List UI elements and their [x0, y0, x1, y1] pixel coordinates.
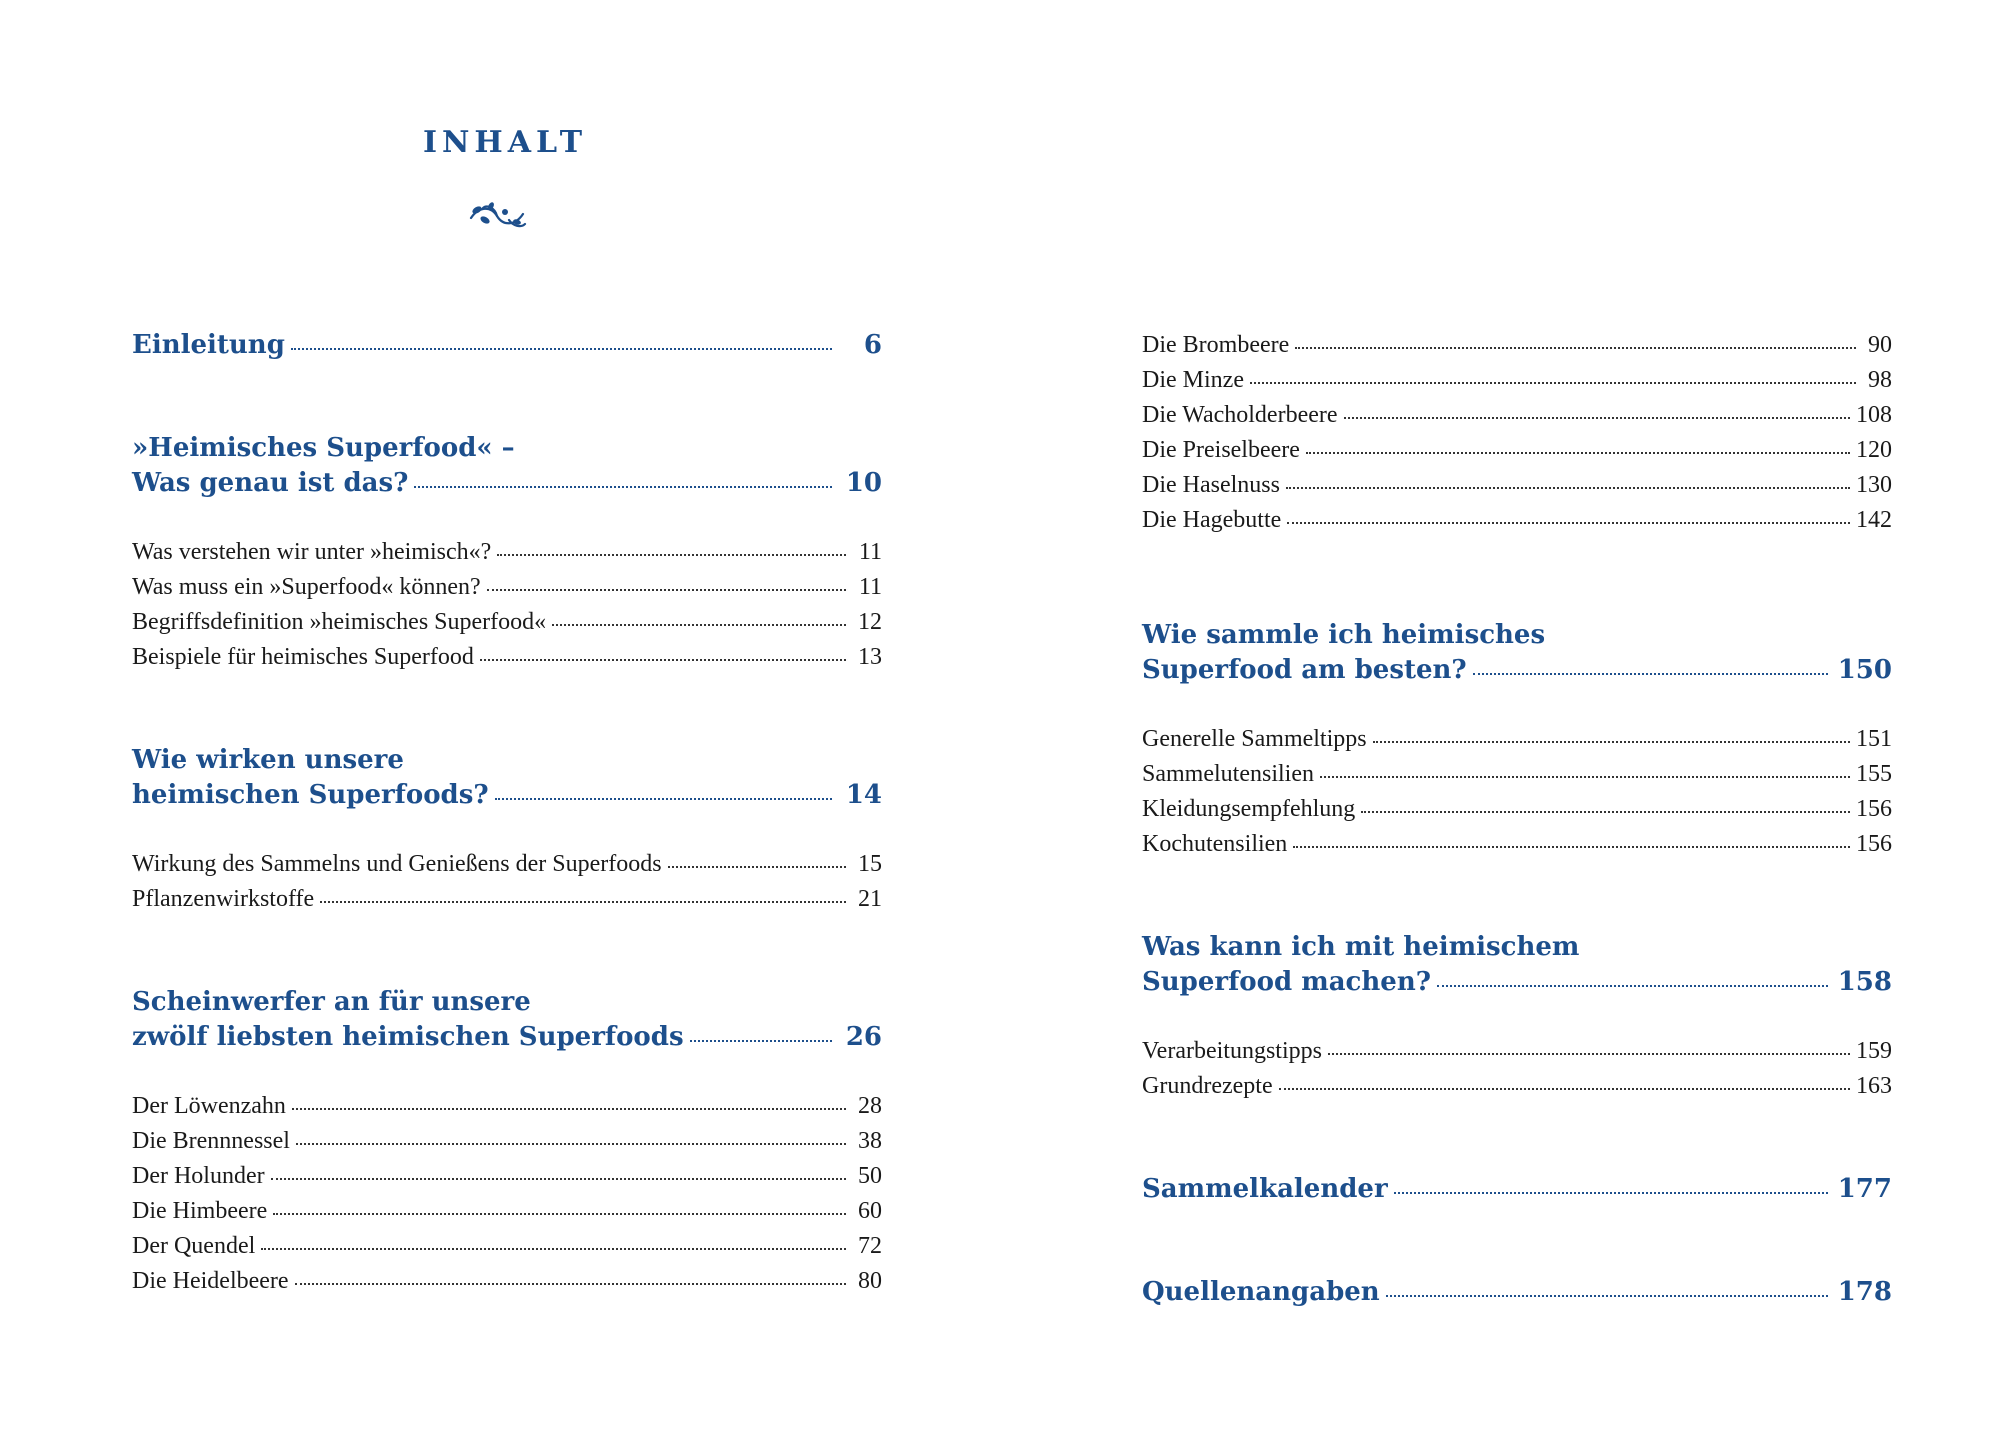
dot-leader: [1328, 1053, 1850, 1055]
section-page-number: 6: [863, 330, 882, 360]
toc-entry[interactable]: [132, 847, 882, 882]
toc-section-heimisches[interactable]: [132, 431, 882, 675]
toc-entry-list: [132, 1089, 882, 1299]
entry-page-number: 12: [858, 609, 882, 635]
toc-entry[interactable]: [1142, 827, 1892, 862]
toc-entry[interactable]: [1142, 328, 1892, 363]
entry-label: Die Himbeere: [132, 1198, 268, 1224]
dot-leader: [1344, 417, 1850, 419]
dot-leader: [414, 486, 832, 488]
entry-label: Die Preiselbeere: [1142, 437, 1300, 463]
toc-entry[interactable]: [132, 1089, 882, 1124]
dot-leader: [1295, 347, 1856, 349]
dot-leader: [487, 589, 846, 591]
entry-label: Begriffsdefinition »heimisches Superfood«: [132, 609, 547, 635]
entry-page-number: 130: [1856, 472, 1892, 498]
toc-entry[interactable]: [132, 1159, 882, 1194]
entry-page-number: 80: [858, 1268, 882, 1294]
section-page-number: 14: [845, 780, 882, 810]
entry-page-number: 151: [1856, 726, 1892, 752]
section-page-number: 10: [845, 468, 882, 498]
toc-section-einleitung[interactable]: [132, 328, 882, 363]
entry-page-number: 50: [858, 1163, 882, 1189]
entry-page-number: 11: [858, 539, 882, 565]
section-title: Quellenangaben: [1142, 1277, 1380, 1307]
entry-page-number: 60: [858, 1198, 882, 1224]
toc-section-sammle[interactable]: [1142, 618, 1892, 862]
dot-leader: [1373, 741, 1850, 743]
toc-entry[interactable]: [1142, 792, 1892, 827]
toc-entry-list: [1142, 722, 1892, 862]
toc-entry[interactable]: [132, 605, 882, 640]
toc-section-quellenangaben[interactable]: [1142, 1275, 1892, 1310]
entry-label: Die Brombeere: [1142, 332, 1290, 358]
entry-label: Die Hagebutte: [1142, 507, 1282, 533]
entry-label: Der Quendel: [132, 1233, 256, 1259]
dot-leader: [1437, 985, 1828, 987]
dot-leader: [296, 1143, 846, 1145]
entry-page-number: 155: [1856, 761, 1892, 787]
entry-page-number: 38: [858, 1128, 882, 1154]
dot-leader: [480, 659, 846, 661]
toc-section-machen[interactable]: [1142, 930, 1892, 1104]
entry-page-number: 72: [858, 1233, 882, 1259]
entry-label: Generelle Sammeltipps: [1142, 726, 1367, 752]
section-title: Sammelkalender: [1142, 1174, 1388, 1204]
entry-label: Kochutensilien: [1142, 831, 1288, 857]
section-title-line2: Superfood am besten?: [1142, 655, 1467, 685]
toc-entry[interactable]: [1142, 757, 1892, 792]
dot-leader: [1250, 382, 1856, 384]
section-title-line1: »Heimisches Superfood« –: [132, 433, 515, 463]
dot-leader: [1287, 522, 1850, 524]
page-title: INHALT: [422, 125, 588, 160]
dot-leader: [261, 1248, 846, 1250]
dot-leader: [497, 554, 846, 556]
dot-leader: [1386, 1295, 1828, 1297]
dot-leader: [668, 866, 846, 868]
section-page-number: 178: [1837, 1277, 1892, 1307]
entry-page-number: 108: [1856, 402, 1892, 428]
dot-leader: [273, 1213, 846, 1215]
toc-entry[interactable]: [1142, 398, 1892, 433]
entry-label: Wirkung des Sammelns und Genießens der Superfoods: [132, 851, 662, 877]
section-page-number: 150: [1837, 655, 1892, 685]
toc-entry[interactable]: [132, 1124, 882, 1159]
dot-leader: [1286, 487, 1850, 489]
section-title-line2: Superfood machen?: [1142, 967, 1431, 997]
toc-entry[interactable]: [1142, 433, 1892, 468]
dot-leader: [1394, 1192, 1828, 1194]
toc-entry[interactable]: [132, 1264, 882, 1299]
section-page-number: 177: [1837, 1174, 1892, 1204]
section-page-number: 158: [1837, 967, 1892, 997]
entry-page-number: 28: [858, 1093, 882, 1119]
toc-entry-list: [132, 535, 882, 675]
entry-page-number: 156: [1856, 796, 1892, 822]
toc-entry-list: [1142, 1034, 1892, 1104]
toc-entry[interactable]: [1142, 363, 1892, 398]
floral-ornament-icon: [465, 196, 529, 236]
entry-page-number: 11: [858, 574, 882, 600]
toc-right-column: [1142, 328, 1892, 1378]
entry-page-number: 13: [858, 644, 882, 670]
entry-page-number: 98: [1868, 367, 1892, 393]
toc-entry-list: [132, 847, 882, 917]
dot-leader: [1306, 452, 1850, 454]
entry-label: Beispiele für heimisches Superfood: [132, 644, 474, 670]
toc-section-sammelkalender[interactable]: [1142, 1172, 1892, 1207]
section-title-line1: Wie wirken unsere: [132, 745, 404, 775]
entry-label: Pflanzenwirkstoffe: [132, 886, 315, 912]
entry-label: Die Minze: [1142, 367, 1244, 393]
entry-page-number: 90: [1868, 332, 1892, 358]
toc-section-wirken[interactable]: [132, 743, 882, 917]
entry-label: Die Brennnessel: [132, 1128, 290, 1154]
entry-label: Verarbeitungstipps: [1142, 1038, 1322, 1064]
section-title-line2: Was genau ist das?: [132, 468, 409, 498]
entry-page-number: 21: [858, 886, 882, 912]
dot-leader: [552, 624, 846, 626]
entry-label: Der Holunder: [132, 1163, 265, 1189]
dot-leader: [1293, 846, 1850, 848]
toc-entry[interactable]: [132, 640, 882, 675]
entry-page-number: 159: [1856, 1038, 1892, 1064]
entry-page-number: 156: [1856, 831, 1892, 857]
entry-label: Was muss ein »Superfood« können?: [132, 574, 481, 600]
entry-label: Grundrezepte: [1142, 1073, 1273, 1099]
toc-entry[interactable]: [1142, 468, 1892, 503]
toc-left-column: [132, 328, 882, 1367]
section-title-line2: zwölf liebsten heimischen Superfoods: [132, 1022, 684, 1052]
toc-entry-list: [1142, 328, 1892, 538]
toc-entry[interactable]: [1142, 722, 1892, 757]
dot-leader: [495, 798, 832, 800]
dot-leader: [1320, 776, 1850, 778]
entry-page-number: 163: [1856, 1073, 1892, 1099]
entry-label: Der Löwenzahn: [132, 1093, 286, 1119]
toc-entry[interactable]: [132, 1194, 882, 1229]
section-title-line1: Wie sammle ich heimisches: [1142, 620, 1546, 650]
entry-label: Kleidungsempfehlung: [1142, 796, 1356, 822]
toc-entry[interactable]: [132, 882, 882, 917]
dot-leader: [1361, 811, 1850, 813]
dot-leader: [1279, 1088, 1850, 1090]
dot-leader: [690, 1040, 832, 1042]
section-title-line1: Was kann ich mit heimischem: [1142, 932, 1580, 962]
dot-leader: [271, 1178, 846, 1180]
dot-leader: [320, 901, 846, 903]
entry-label: Die Haselnuss: [1142, 472, 1280, 498]
toc-section-scheinwerfer[interactable]: [132, 985, 882, 1299]
section-title-line2: heimischen Superfoods?: [132, 780, 489, 810]
entry-label: Die Heidelbeere: [132, 1268, 289, 1294]
toc-entry[interactable]: [132, 535, 882, 570]
entry-label: Was verstehen wir unter »heimisch«?: [132, 539, 492, 565]
dot-leader: [292, 1108, 846, 1110]
entry-page-number: 142: [1856, 507, 1892, 533]
entry-page-number: 120: [1856, 437, 1892, 463]
entry-label: Die Wacholderbeere: [1142, 402, 1338, 428]
toc-entry[interactable]: [132, 570, 882, 605]
toc-entry[interactable]: [132, 1229, 882, 1264]
entry-label: Sammelutensilien: [1142, 761, 1314, 787]
section-title: Einleitung: [132, 330, 285, 360]
toc-entry[interactable]: [1142, 1034, 1892, 1069]
section-title-line1: Scheinwerfer an für unsere: [132, 987, 531, 1017]
dot-leader: [291, 348, 832, 350]
toc-entry[interactable]: [1142, 503, 1892, 538]
section-page-number: 26: [845, 1022, 882, 1052]
dot-leader: [295, 1283, 846, 1285]
entry-page-number: 15: [858, 851, 882, 877]
dot-leader: [1473, 673, 1828, 675]
toc-entry[interactable]: [1142, 1069, 1892, 1104]
